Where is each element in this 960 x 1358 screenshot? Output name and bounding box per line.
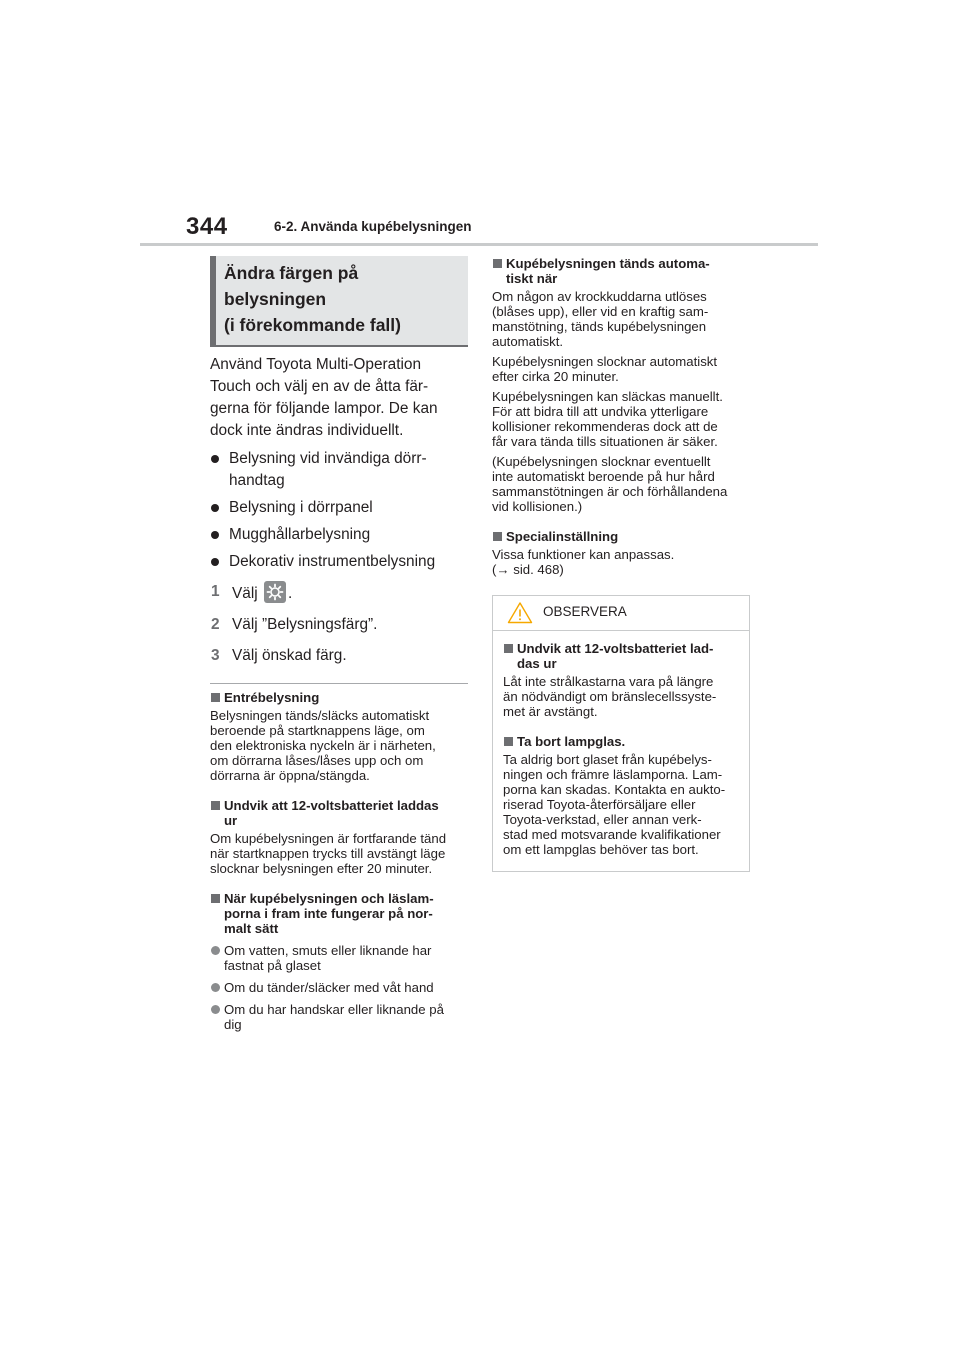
warning-label: OBSERVERA	[543, 604, 627, 619]
list-item	[210, 524, 468, 546]
list-item	[210, 497, 468, 519]
list-item: Om du tänder/släcker med våt hand	[210, 980, 468, 995]
heading-line: (i förekommande fall)	[224, 315, 401, 335]
warning-header	[493, 596, 749, 631]
warning-box	[492, 595, 750, 872]
step-list	[210, 581, 468, 667]
lamp-list	[210, 448, 468, 573]
note-title: Kupébelysningen tänds automa- tiskt när	[492, 256, 750, 286]
intro-line: Använd Toyota Multi-Operation	[210, 356, 422, 373]
step-number: 1	[211, 583, 220, 600]
note-entry-lighting	[210, 690, 468, 783]
note-text: Låt inte strålkastarna vara på längre än nödvändigt om bränslecellssyste- met är avstängt.	[503, 674, 717, 719]
note-text: Belysningen tänds/släcks automatiskt beroende på startknappens läge, om den elektroniska nyckeln är i närheten, om dörrarna låses/låses upp och om dörrarna är öppna/stängda.	[210, 708, 436, 783]
right-column	[492, 256, 750, 872]
page-reference-link[interactable]: (→ sid. 468)	[492, 562, 564, 577]
list-item-text: handtag	[229, 472, 285, 489]
list-item	[210, 448, 468, 492]
intro-paragraph	[210, 354, 468, 442]
square-bullet-icon	[211, 801, 220, 810]
bullet-icon	[211, 455, 219, 463]
list-item: Om vatten, smuts eller liknande har fastnat på glaset	[210, 943, 468, 973]
warning-content	[503, 631, 740, 857]
list-item: Om du har handskar eller liknande på dig	[210, 1002, 468, 1032]
step-item	[210, 581, 468, 605]
bullet-icon	[211, 504, 219, 512]
bullet-icon	[211, 531, 219, 539]
note-text: Om kupébelysningen är fortfarande tänd när startknappen trycks till avstängt läge slocknar belysningen efter 20 minuter.	[210, 831, 447, 876]
gear-icon	[264, 581, 286, 603]
note-title: Ta bort lampglas.	[503, 734, 740, 749]
page-number: 344	[186, 213, 228, 240]
intro-line: Touch och välj en av de åtta fär-	[210, 378, 429, 395]
list-item	[210, 551, 468, 573]
square-bullet-icon	[493, 259, 502, 268]
note-title: Undvik att 12-voltsbatteriet laddas ur	[210, 798, 468, 828]
square-bullet-icon	[504, 644, 513, 653]
note-title: Specialinställning	[492, 529, 750, 544]
warning-item	[503, 641, 740, 719]
square-bullet-icon	[493, 532, 502, 541]
step-text: .	[287, 585, 293, 602]
square-bullet-icon	[504, 737, 513, 746]
list-item-text: Belysning vid invändiga dörr-	[229, 450, 427, 467]
note-malfunction	[210, 891, 468, 1032]
step-text: Välj	[232, 585, 258, 602]
warning-triangle-icon	[507, 601, 533, 629]
note-text: Ta aldrig bort glaset från kupébelys- ningen och främre läslamporna. Lam- porna kan skadas. Kontakta en aukto- riserad Toyota-återförsäljare eller Toyota-verkstad, eller annan verk- stad med motsvarande kvalifikationer om ett lampglas behöver tas bort.	[503, 752, 726, 857]
list-item-text: Dekorativ instrumentbelysning	[229, 553, 436, 570]
note-title: När kupébelysningen och läslam- porna i fram inte fungerar på nor- malt sätt	[210, 891, 468, 936]
intro-line: dock inte ändras individuellt.	[210, 422, 404, 439]
left-column	[210, 256, 468, 1032]
heading-line: belysningen	[224, 289, 327, 309]
step-item	[210, 645, 468, 667]
note-text: (Kupébelysningen slocknar eventuellt inte automatiskt beroende på hur hård sammanstötningen är och förhållandena vid kollisionen.)	[492, 454, 728, 514]
circle-bullet-icon	[211, 946, 220, 955]
bullet-icon	[211, 558, 219, 566]
square-bullet-icon	[211, 693, 220, 702]
note-text: Kupébelysningen slocknar automatiskt efter cirka 20 minuter.	[492, 354, 718, 384]
list-item-text: Mugghållarbelysning	[229, 526, 371, 543]
note-text: Kupébelysningen kan släckas manuellt. För att bidra till att undvika ytterligare kollisioner rekommenderas dock att de får vara tända tills situationen är säker.	[492, 389, 723, 449]
section-title: 6-2. Använda kupébelysningen	[274, 219, 472, 234]
note-text: Om någon av krockkuddarna utlöses (blåses upp), eller vid en kraftig sam- manstötning, tänds kupébelysningen automatiskt.	[492, 289, 709, 349]
circle-bullet-icon	[211, 983, 220, 992]
note-text: Vissa funktioner kan anpassas. (→ sid. 468)	[492, 547, 750, 577]
header-rule	[140, 243, 818, 246]
step-number: 3	[211, 647, 220, 664]
list-item-text: Belysning i dörrpanel	[229, 499, 373, 516]
intro-line: gerna för följande lampor. De kan	[210, 400, 438, 417]
heading-line: Ändra färgen på	[224, 263, 359, 283]
note-auto-on	[492, 256, 750, 514]
step-number: 2	[211, 616, 220, 633]
note-title: Entrébelysning	[210, 690, 468, 705]
note-title: Undvik att 12-voltsbatteriet lad- das ur	[503, 641, 740, 671]
step-item	[210, 614, 468, 636]
note-battery	[210, 798, 468, 876]
step-text: Välj ”Belysningsfärg”.	[232, 616, 378, 633]
section-heading	[210, 256, 468, 347]
square-bullet-icon	[211, 894, 220, 903]
divider	[210, 683, 468, 684]
warning-item	[503, 734, 740, 857]
step-text: Välj önskad färg.	[232, 647, 347, 664]
circle-bullet-icon	[211, 1005, 220, 1014]
note-special-setting	[492, 529, 750, 577]
